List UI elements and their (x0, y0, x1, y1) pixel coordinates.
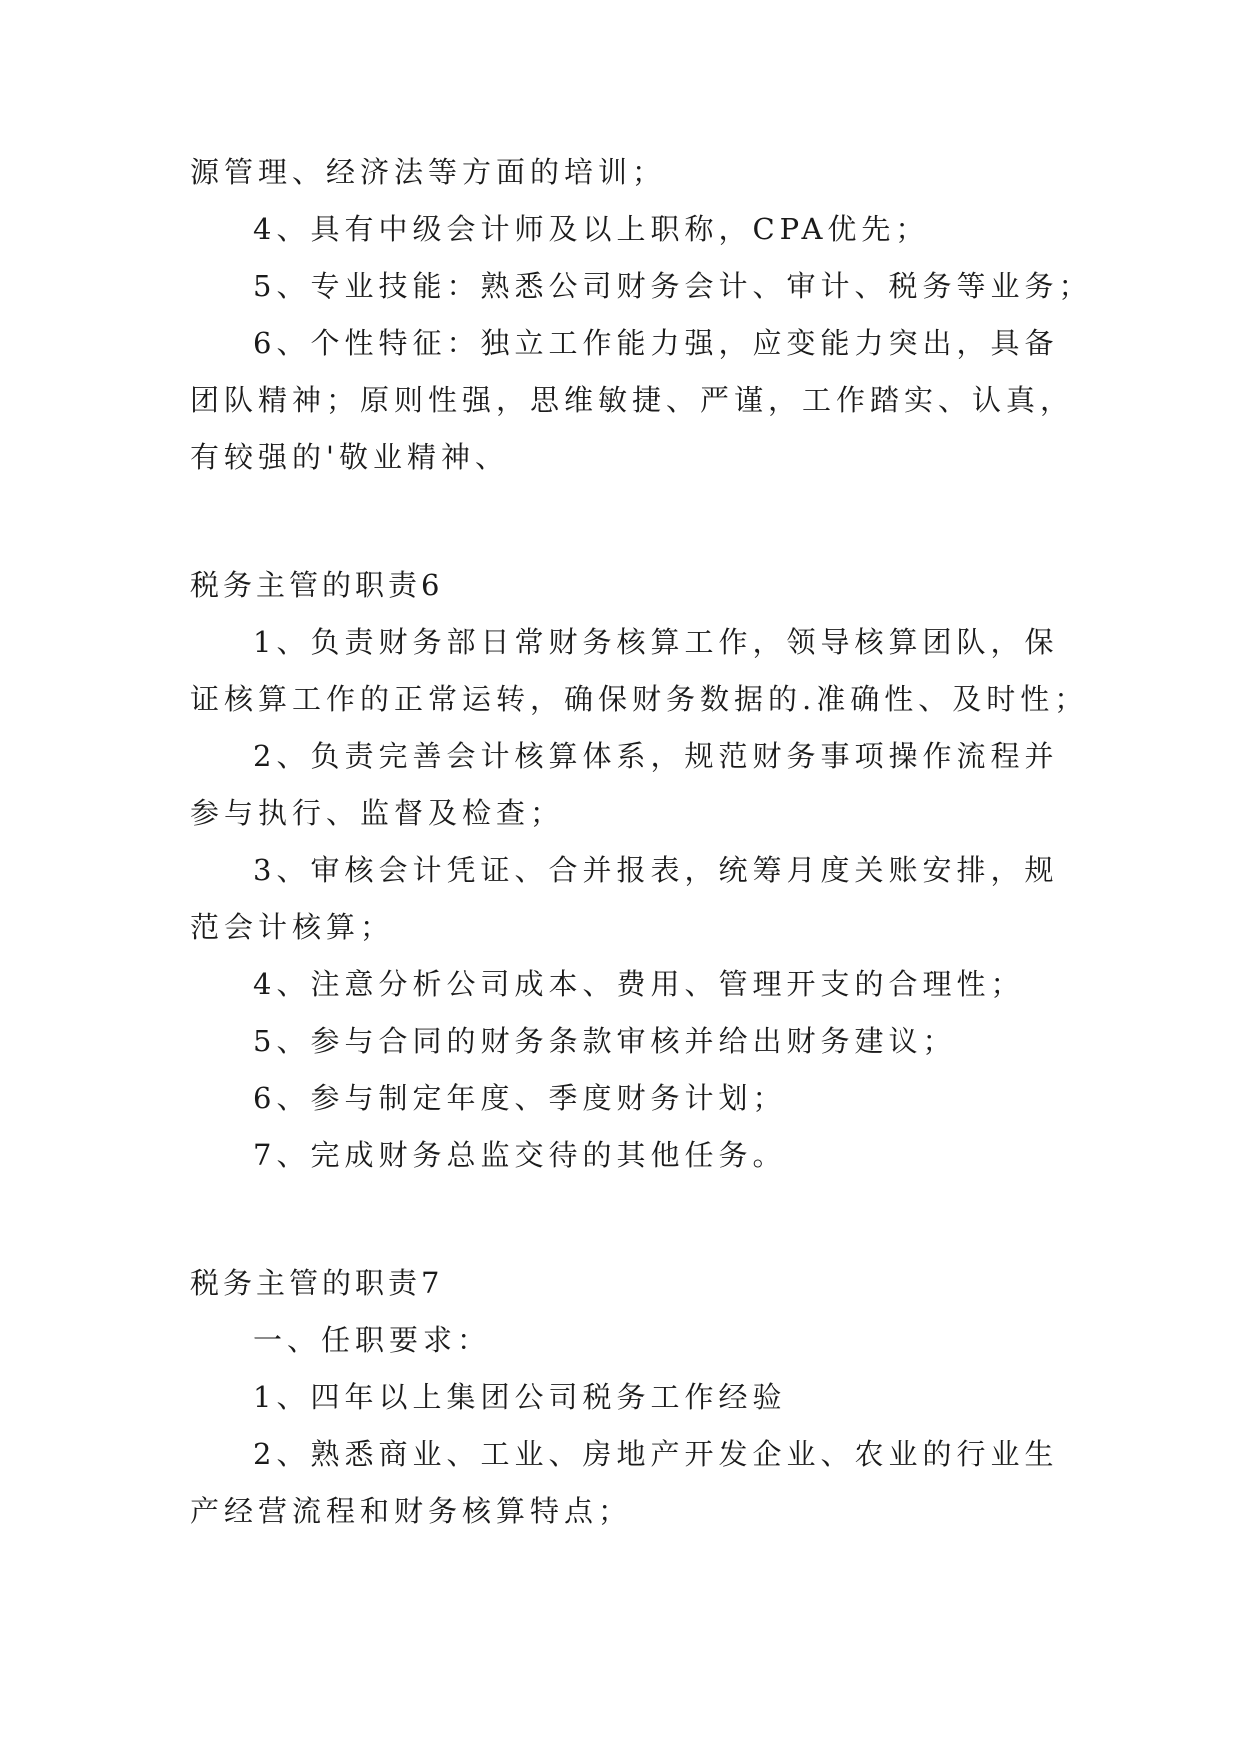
paragraph-line: 3、审核会计凭证、合并报表，统筹月度关账安排，规 (253, 853, 1059, 887)
paragraph-line: 7、完成财务总监交待的其他任务。 (253, 1138, 787, 1172)
paragraph-line: 4、具有中级会计师及以上职称，CPA优先； (253, 212, 930, 246)
paragraph-line: 源管理、经济法等方面的培训； (190, 155, 667, 189)
section-heading: 税务主管的职责6 (190, 568, 444, 602)
paragraph-line: 5、参与合同的财务条款审核并给出财务建议； (253, 1024, 957, 1058)
paragraph-line: 5、专业技能：熟悉公司财务会计、审计、税务等业务； (253, 269, 1093, 303)
paragraph-line: 团队精神；原则性强，思维敏捷、严谨，工作踏实、认真， (190, 383, 1075, 417)
paragraph-line: 范会计核算； (190, 910, 395, 944)
paragraph-line: 有较强的'敬业精神、 (190, 440, 509, 474)
paragraph-line: 6、参与制定年度、季度财务计划； (253, 1081, 787, 1115)
paragraph-line: 2、熟悉商业、工业、房地产开发企业、农业的行业生 (253, 1437, 1059, 1471)
paragraph-line: 2、负责完善会计核算体系，规范财务事项操作流程并 (253, 739, 1059, 773)
paragraph-line: 4、注意分析公司成本、费用、管理开支的合理性； (253, 967, 1025, 1001)
section-heading: 税务主管的职责7 (190, 1266, 444, 1300)
paragraph-line: 6、个性特征：独立工作能力强，应变能力突出，具备 (253, 326, 1059, 360)
paragraph-line: 一、任职要求： (253, 1323, 492, 1357)
paragraph-line: 产经营流程和财务核算特点； (190, 1494, 633, 1528)
paragraph-line: 1、四年以上集团公司税务工作经验 (253, 1380, 787, 1414)
paragraph-line: 参与执行、监督及检查； (190, 796, 565, 830)
paragraph-line: 1、负责财务部日常财务核算工作，领导核算团队，保 (253, 625, 1059, 659)
paragraph-line: 证核算工作的正常运转，确保财务数据的.准确性、及时性； (190, 682, 1089, 716)
